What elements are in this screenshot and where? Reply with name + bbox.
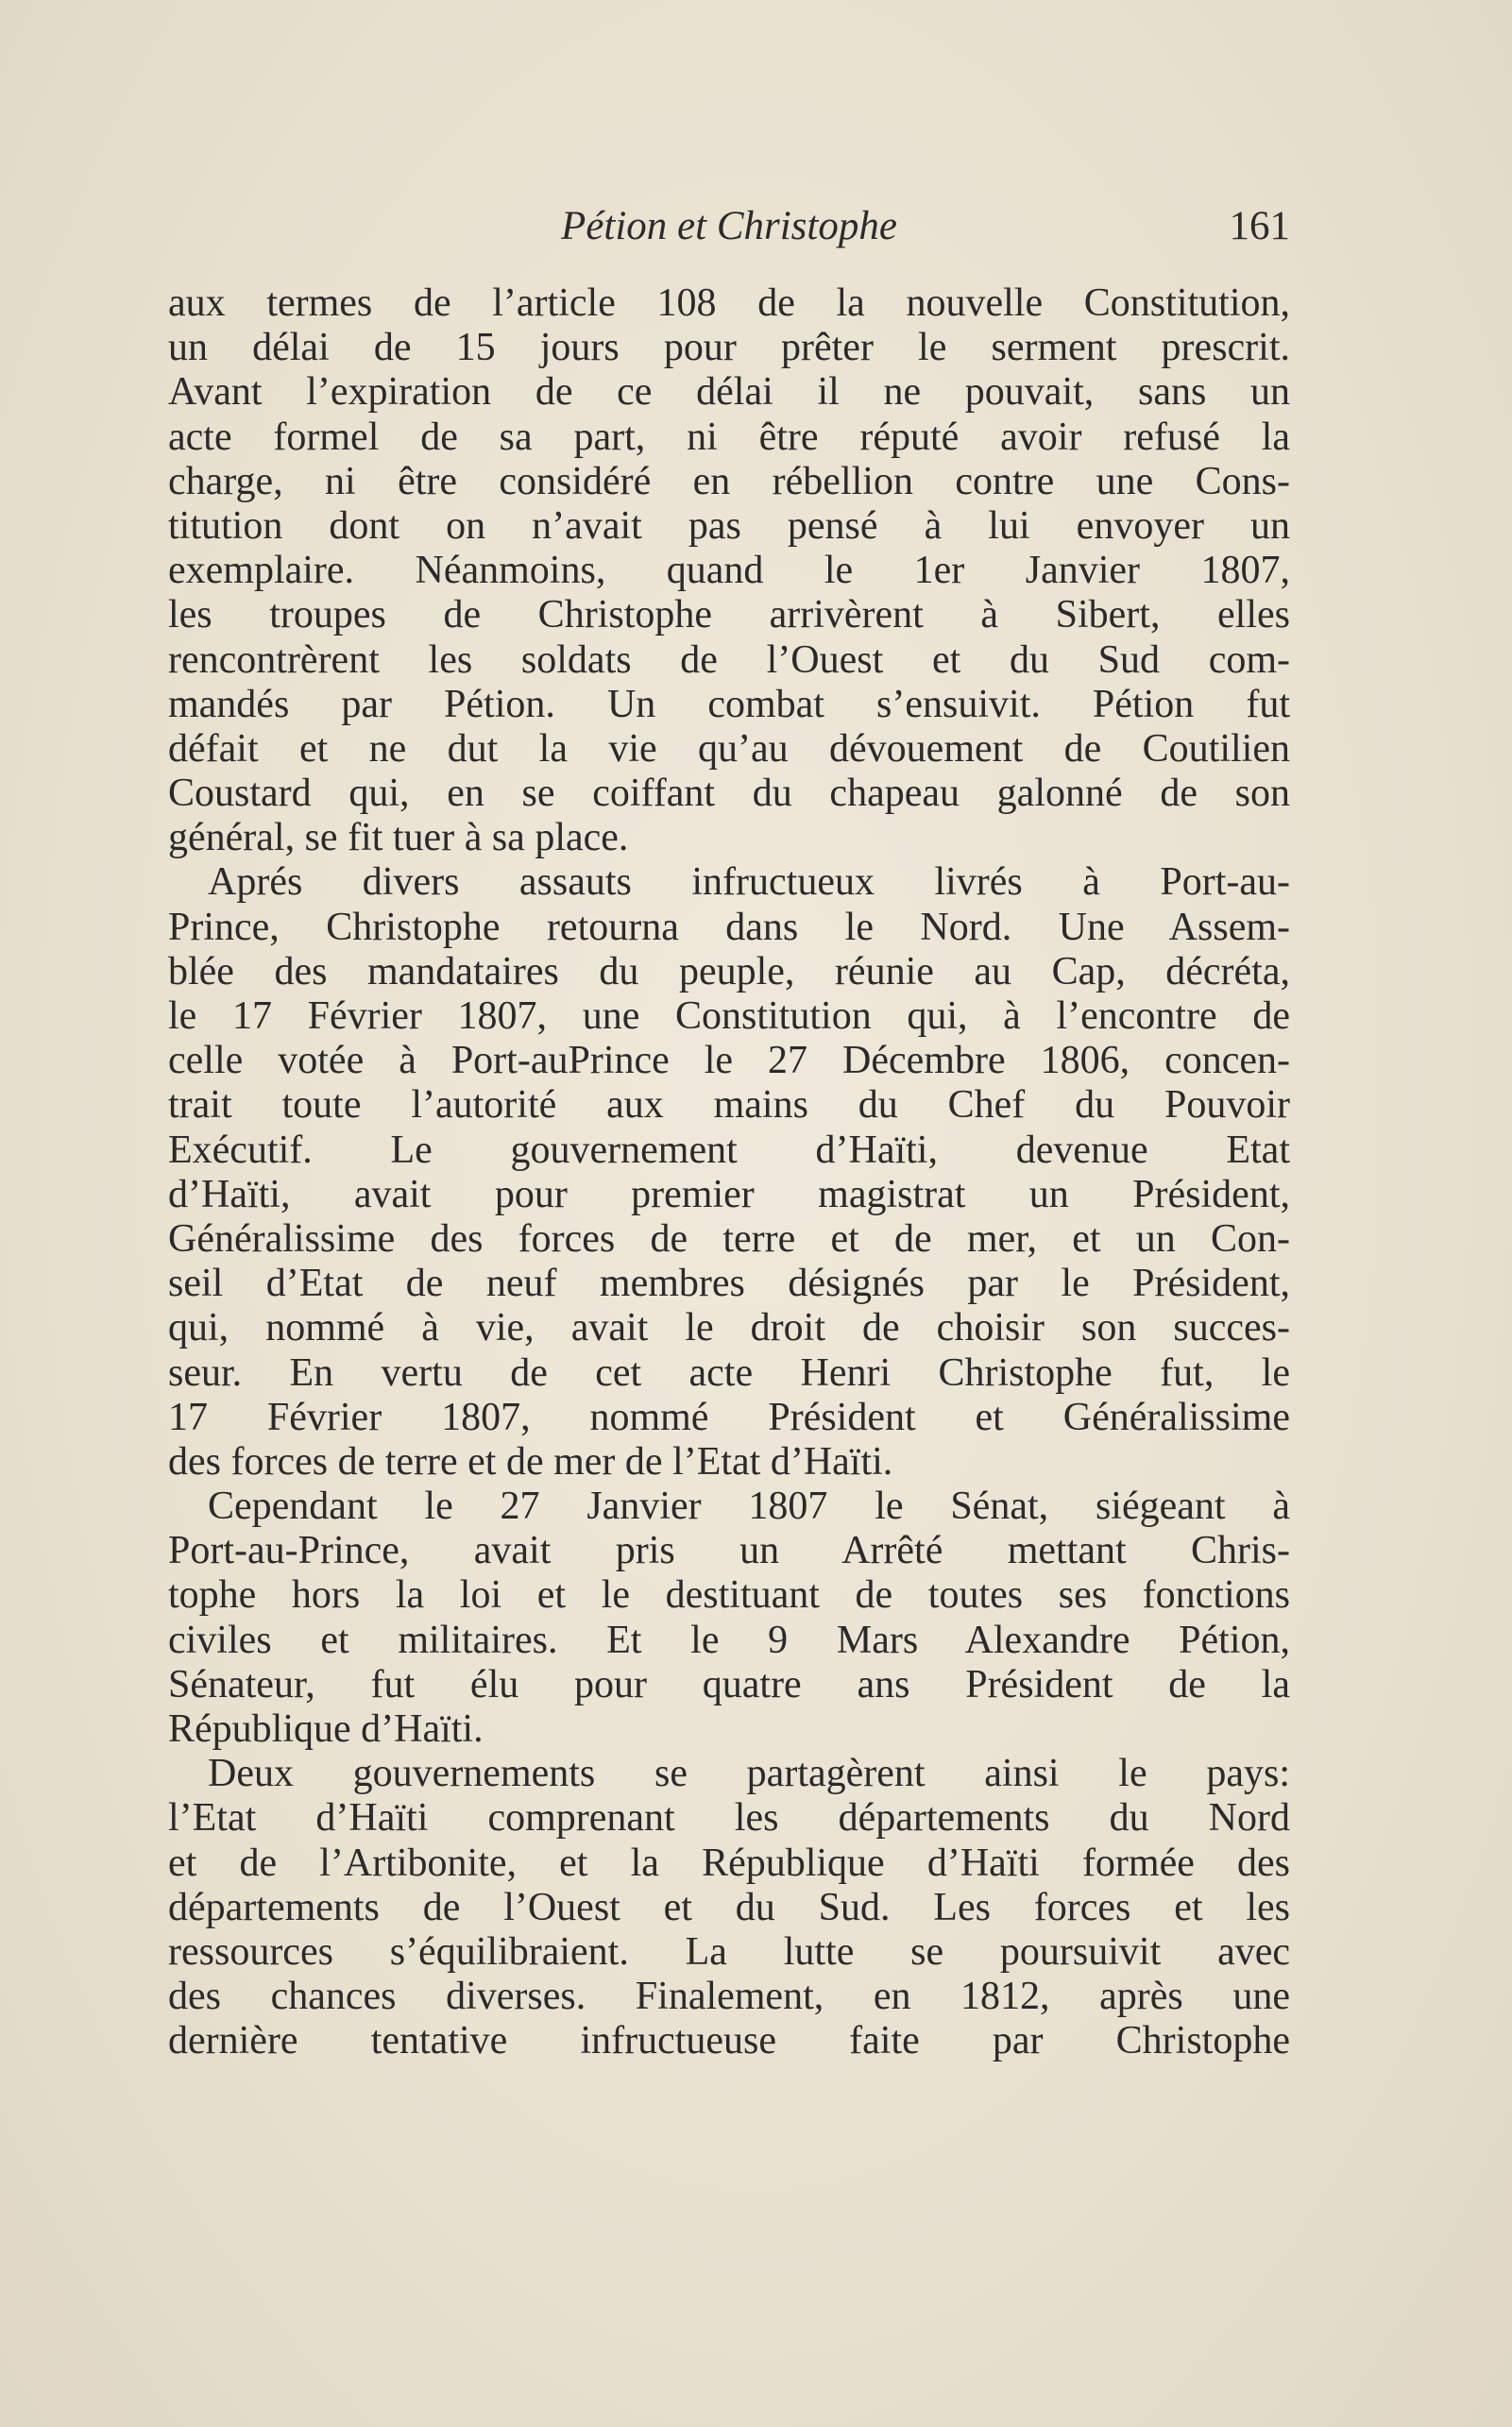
- text-line: Avant l’expiration de ce délai il ne pouvait, sans un: [168, 370, 1290, 415]
- page-number: 161: [1229, 204, 1290, 248]
- text-line: civiles et militaires. Et le 9 Mars Alexandre Pétion,: [168, 1618, 1290, 1662]
- text-line: titution dont on n’avait pas pensé à lui envoyer un: [168, 503, 1290, 548]
- text-line: le 17 Février 1807, une Constitution qui, à l’encontre de: [168, 994, 1290, 1038]
- page-header: [168, 198, 1290, 255]
- text-line: blée des mandataires du peuple, réunie au Cap, décréta,: [168, 949, 1290, 993]
- text-line: Cependant le 27 Janvier 1807 le Sénat, siégeant à: [208, 1485, 1290, 1529]
- text-line: Sénateur, fut élu pour quatre ans Président de la: [168, 1662, 1290, 1706]
- text-line: Prince, Christophe retourna dans le Nord. Une Assem-: [168, 905, 1290, 949]
- text-line: 17 Février 1807, nommé Président et Généralissime: [168, 1395, 1290, 1439]
- text-line: départements de l’Ouest et du Sud. Les forces et les: [168, 1885, 1290, 1929]
- text-line: charge, ni être considéré en rébellion contre une Cons-: [168, 459, 1290, 503]
- text-line: celle votée à Port-auPrince le 27 Décembre 1806, concen-: [168, 1039, 1290, 1083]
- text-line: tophe hors la loi et le destituant de toutes ses fonctions: [168, 1573, 1290, 1618]
- text-line: un délai de 15 jours pour prêter le serment prescrit.: [168, 326, 1290, 370]
- text-line: Aprés divers assauts infructueux livrés à Port-au-: [208, 860, 1290, 905]
- text-line: seil d’Etat de neuf membres désignés par le Président,: [168, 1262, 1290, 1306]
- running-title: Pétion et Christophe: [561, 204, 897, 248]
- text-line: rencontrèrent les soldats de l’Ouest et du Sud com-: [168, 637, 1290, 682]
- text-line: acte formel de sa part, ni être réputé avoir refusé la: [168, 415, 1290, 459]
- text-line: mandés par Pétion. Un combat s’ensuivit. Pétion fut: [168, 682, 1290, 726]
- text-line: Port-au-Prince, avait pris un Arrêté mettant Chris-: [168, 1529, 1290, 1573]
- text-line: l’Etat d’Haïti comprenant les départements du Nord: [168, 1796, 1290, 1841]
- text-line: Coustard qui, en se coiffant du chapeau galonné de son: [168, 772, 1290, 816]
- text-line: République d’Haïti.: [168, 1707, 484, 1751]
- text-line: Généralissime des forces de terre et de mer, et un Con-: [168, 1216, 1290, 1261]
- text-line: Deux gouvernements se partagèrent ainsi le pays:: [208, 1752, 1290, 1796]
- text-line: et de l’Artibonite, et la République d’Haïti formée des: [168, 1841, 1290, 1885]
- body-text: [168, 281, 1290, 2064]
- text-line: qui, nommé à vie, avait le droit de choisir son succes-: [168, 1306, 1290, 1350]
- text-line: défait et ne dut la vie qu’au dévouement de Coutilien: [168, 726, 1290, 771]
- text-line: des chances diverses. Finalement, en 1812, après une: [168, 1975, 1290, 2019]
- text-line: Exécutif. Le gouvernement d’Haïti, devenue Etat: [168, 1128, 1290, 1172]
- text-line: trait toute l’autorité aux mains du Chef du Pouvoir: [168, 1083, 1290, 1128]
- text-line: d’Haïti, avait pour premier magistrat un Président,: [168, 1172, 1290, 1216]
- text-line: dernière tentative infructueuse faite par Christophe: [168, 2019, 1290, 2063]
- text-line: seur. En vertu de cet acte Henri Christophe fut, le: [168, 1350, 1290, 1395]
- text-line: aux termes de l’article 108 de la nouvelle Constitution,: [168, 281, 1290, 325]
- text-line: des forces de terre et de mer de l’Etat d’Haïti.: [168, 1439, 893, 1484]
- text-line: général, se fit tuer à sa place.: [168, 816, 629, 860]
- text-line: ressources s’équilibraient. La lutte se poursuivit avec: [168, 1929, 1290, 1974]
- text-line: les troupes de Christophe arrivèrent à Sibert, elles: [168, 593, 1290, 637]
- text-line: exemplaire. Néanmoins, quand le 1er Janvier 1807,: [168, 549, 1290, 593]
